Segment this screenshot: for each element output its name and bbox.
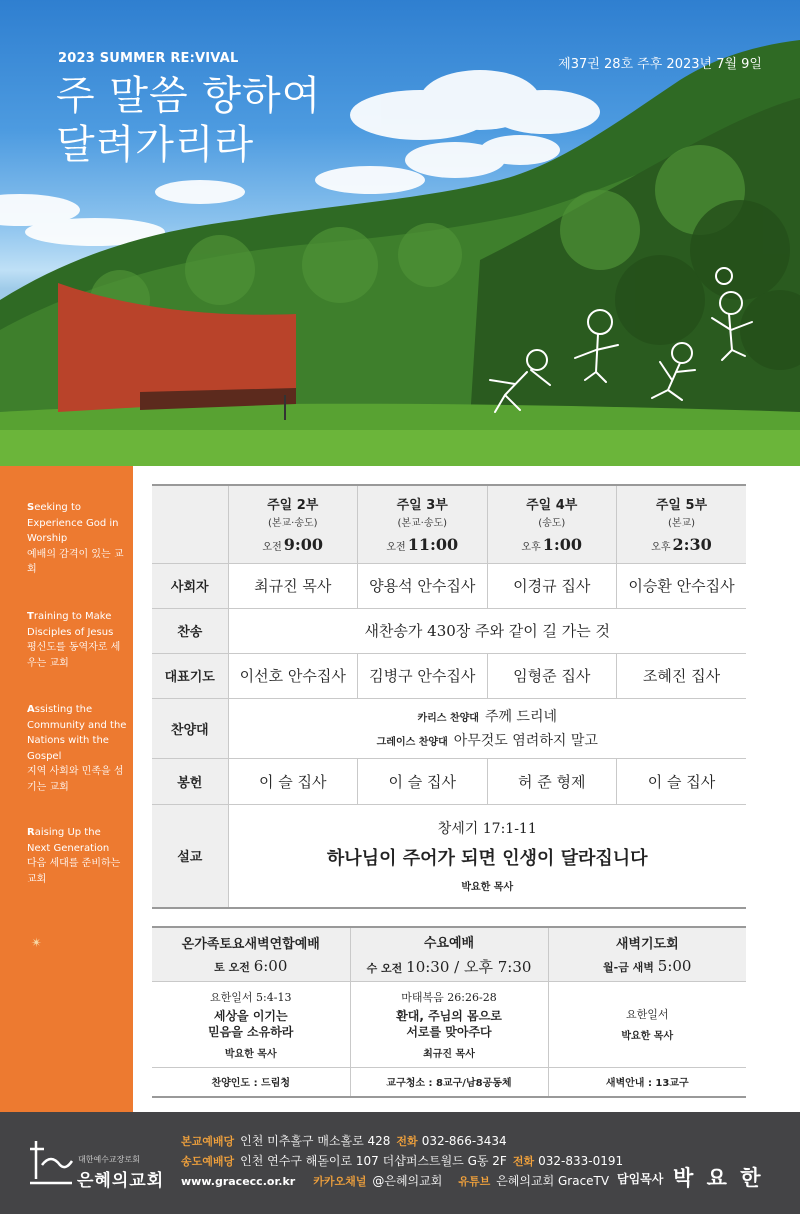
service-header-row xyxy=(152,485,746,563)
cell-value: 이선호 안수집사 xyxy=(228,653,358,698)
cell-value: 이 슬 집사 xyxy=(228,758,358,804)
cell-value: 김병구 안수집사 xyxy=(358,653,488,698)
hymn-row xyxy=(152,608,746,653)
cell-value: 이승환 안수집사 xyxy=(617,563,747,608)
weekday-sermon: 요한일서 박요한 목사 xyxy=(548,981,746,1067)
cell-value: 이경규 집사 xyxy=(487,563,617,608)
row-label: 대표기도 xyxy=(152,653,228,698)
campaign-kicker: 2023 SUMMER RE:VIVAL xyxy=(58,51,239,66)
church-footer xyxy=(0,1112,800,1214)
weekday-sermon: 마태복음 26:26-28 환대, 주님의 몸으로 서로를 맞아주다 최규진 목사 xyxy=(350,981,548,1067)
denomination-label: 대한예수교장로회 xyxy=(78,1155,140,1164)
cell-value: 이 슬 집사 xyxy=(617,758,747,804)
choir-row xyxy=(152,698,746,758)
cell-value: 임형준 집사 xyxy=(487,653,617,698)
kakao-channel[interactable]: @은혜의교회 xyxy=(372,1174,443,1188)
weekday-service-table xyxy=(152,926,746,1098)
issue-info: 제37권 28호 주후 2023년 7월 9일 xyxy=(558,57,762,72)
hero-title-line2: 달려가리라 xyxy=(56,122,255,168)
hymn-value: 새찬송가 430장 주와 같이 길 가는 것 xyxy=(228,608,746,653)
sparkle-icon: ✴ xyxy=(31,936,42,951)
service-header-5: 주일 5부 (본교) 오후 2:30 xyxy=(617,485,747,563)
senior-pastor-name: 박 요 한 xyxy=(673,1165,764,1190)
church-name: 은혜의교회 xyxy=(77,1171,165,1191)
row-label: 찬양대 xyxy=(152,698,228,758)
weekday-note: 찬양인도 : 드림청 xyxy=(152,1067,350,1097)
service-header-2: 주일 2부 (본교·송도) 오전 9:00 xyxy=(228,485,358,563)
choir-cell xyxy=(228,698,746,758)
vision-item-training: Training to Make Disciples of Jesus 평신도를 동역자로 세우는 교회 xyxy=(27,611,121,669)
row-label: 사회자 xyxy=(152,563,228,608)
service-header-3: 주일 3부 (본교·송도) 오전 11:00 xyxy=(358,485,488,563)
weekday-header: 새벽기도회 월-금 새벽 5:00 xyxy=(548,927,746,981)
vision-item-assisting: Assisting the Community and the Nations with the Gospel 지역 사회와 민족을 섬기는 교회 xyxy=(27,704,127,793)
hero-title-line1: 주 말씀 향하여 xyxy=(56,73,322,119)
vision-item-seeking: Seeking to Experience God in Worship 예배의 감격이 있는 교회 xyxy=(27,502,124,575)
website-link[interactable]: www.gracecc.or.kr xyxy=(181,1175,296,1188)
senior-pastor-label: 담임목사 xyxy=(617,1172,664,1186)
weekday-header: 수요예배 수 오전 10:30 / 오후 7:30 xyxy=(350,927,548,981)
weekday-note: 새벽안내 : 13교구 xyxy=(548,1067,746,1097)
offering-row xyxy=(152,758,746,804)
prayer-row xyxy=(152,653,746,698)
corner-cell xyxy=(152,485,228,563)
sermon-title: 하나님이 주어가 되면 인생이 달라집니다 xyxy=(326,848,648,870)
cross-logo-icon xyxy=(28,1139,74,1189)
cell-value: 조혜진 집사 xyxy=(617,653,747,698)
weekday-sermon: 요한일서 5:4-13 세상을 이기는 믿음을 소유하라 박요한 목사 xyxy=(152,981,350,1067)
presider-row xyxy=(152,563,746,608)
sermon-cell xyxy=(228,804,746,908)
sermon-row xyxy=(152,804,746,908)
youtube-channel[interactable]: 은혜의교회 GraceTV xyxy=(496,1174,610,1188)
cell-value: 허 준 형제 xyxy=(487,758,617,804)
weekday-note: 교구청소 : 8교구/남8공동체 xyxy=(350,1067,548,1097)
hero-title xyxy=(56,72,321,170)
weekday-header: 온가족토요새벽연합예배 토 오전 6:00 xyxy=(152,927,350,981)
choir-line: 그레이스 찬양대 아무것도 염려하지 말고 xyxy=(376,733,598,749)
sermon-reference: 창세기 17:1-11 xyxy=(437,821,537,838)
cell-value: 이 슬 집사 xyxy=(358,758,488,804)
songdo-campus-info: 송도예배당 인천 연수구 해돋이로 107 더샵퍼스트월드 G동 2F 전화 032-833-0191 xyxy=(181,1154,624,1168)
weekday-header-row xyxy=(152,927,746,981)
sunday-service-table xyxy=(152,484,746,909)
main-campus-info: 본교예배당 인천 미추홀구 매소홀로 428 전화 032-866-3434 xyxy=(181,1134,507,1148)
service-header-4: 주일 4부 (송도) 오후 1:00 xyxy=(487,485,617,563)
hero-banner xyxy=(0,0,800,466)
weekday-footer-row xyxy=(152,1067,746,1097)
online-links: www.gracecc.or.kr 카카오채널 @은혜의교회 유튜브 은혜의교회 GraceTV xyxy=(181,1174,610,1188)
vision-sidebar xyxy=(0,466,133,1112)
church-logo xyxy=(28,1139,178,1189)
vision-item-raising: Raising Up the Next Generation 다음 세대를 준비하는 교회 xyxy=(27,827,121,885)
row-label: 찬송 xyxy=(152,608,228,653)
cell-value: 양용석 안수집사 xyxy=(358,563,488,608)
choir-line: 카리스 찬양대 주께 드리네 xyxy=(417,709,558,725)
row-label: 설교 xyxy=(152,804,228,908)
cell-value: 최규진 목사 xyxy=(228,563,358,608)
weekday-sermon-row xyxy=(152,981,746,1067)
sermon-pastor: 박요한 목사 xyxy=(461,882,514,894)
row-label: 봉헌 xyxy=(152,758,228,804)
